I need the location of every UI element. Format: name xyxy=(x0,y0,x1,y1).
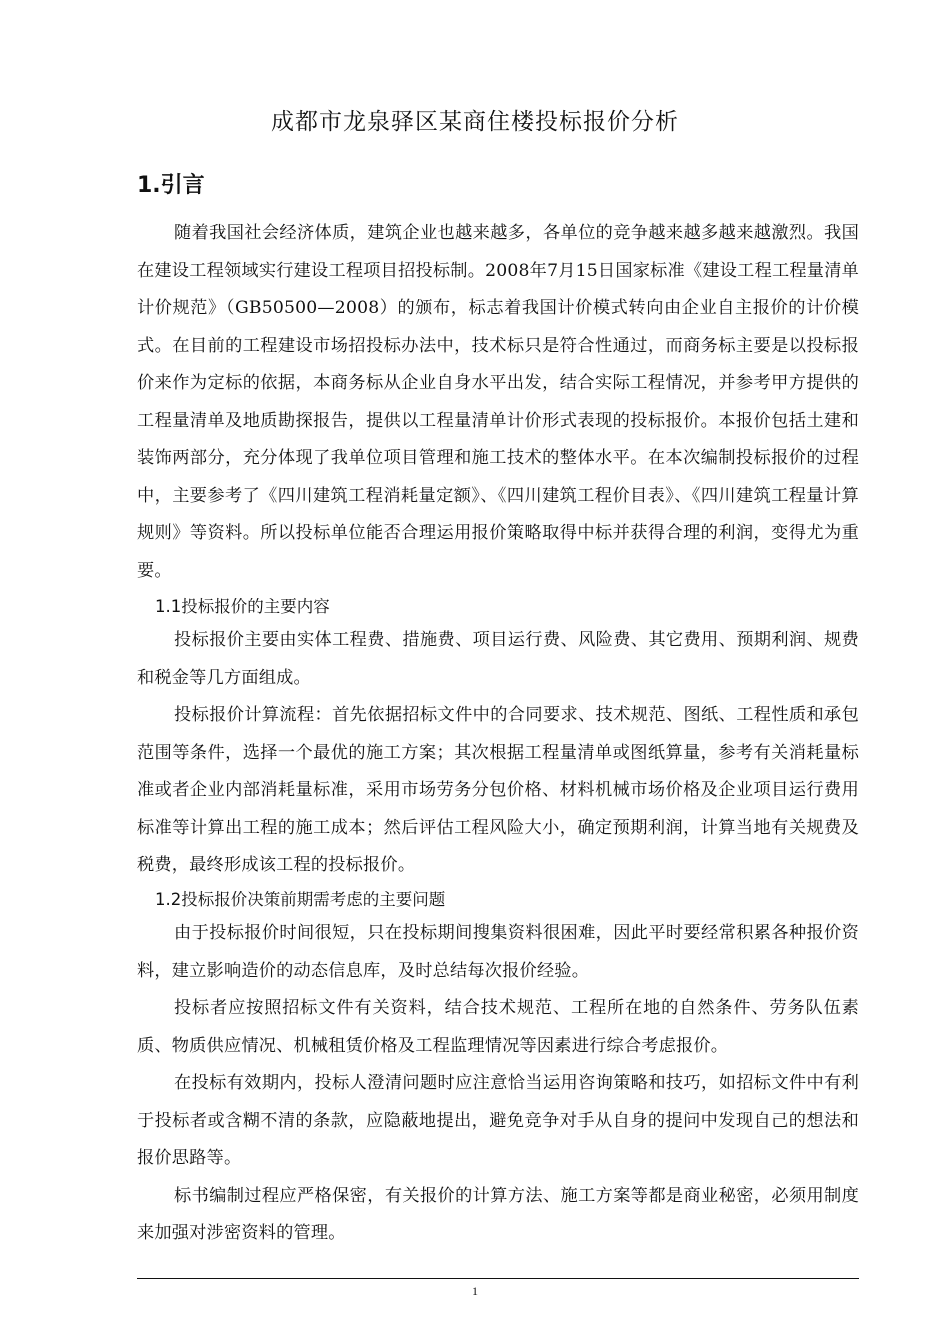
subsection-heading-decision-issues: 1.2投标报价决策前期需考虑的主要问题 xyxy=(155,890,446,909)
paragraph: 在投标有效期内，投标人澄清问题时应注意恰当运用咨询策略和技巧，如招标文件中有利于投标者或含糊不清的条款，应隐蔽地提出，避免竞争对手从自身的提问中发现自己的想法和报价思路等。 xyxy=(137,1073,859,1168)
paragraph: 投标报价计算流程：首先依据招标文件中的合同要求、技术规范、图纸、工程性质和承包范围等条件，选择一个最优的施工方案；其次根据工程量清单或图纸算量，参考有关消耗量标准或者企业内部消耗量标准，采用市场劳务分包价格、材料机械市场价格及企业项目运行费用标准等计算出工程的施工成本；然后评估工程风险大小，确定预期利润，计算当地有关规费及税费，最终形成该工程的投标报价。 xyxy=(137,705,859,875)
paragraph: 投标者应按照招标文件有关资料，结合技术规范、工程所在地的自然条件、劳务队伍素质、物质供应情况、机械租赁价格及工程监理情况等因素进行综合考虑报价。 xyxy=(137,998,859,1056)
subsection-1-2-block xyxy=(137,915,859,1253)
subsection-1-1-block xyxy=(137,622,859,885)
footer-divider xyxy=(137,1278,859,1279)
page-number: 1 xyxy=(472,1284,478,1298)
section-heading-introduction: 1.引言 xyxy=(137,173,205,198)
intro-paragraph: 随着我国社会经济体质，建筑企业也越来越多，各单位的竞争越来越多越来越激烈。我国在建设工程领域实行建设工程项目招投标制。2008年7月15日国家标准《建设工程工程量清单计价规范》（GB50500—2008）的颁布，标志着我国计价模式转向由企业自主报价的计价模式。在目前的工程建设市场招投标办法中，技术标只是符合性通过，而商务标主要是以投标报价来作为定标的依据，本商务标从企业自身水平出发，结合实际工程情况，并参考甲方提供的工程量清单及地质勘探报告，提供以工程量清单计价形式表现的投标报价。本报价包括土建和装饰两部分，充分体现了我单位项目管理和施工技术的整体水平。在本次编制投标报价的过程中，主要参考了《四川建筑工程消耗量定额》、《四川建筑工程价目表》、《四川建筑工程量计算规则》等资料。所以投标单位能否合理运用报价策略取得中标并获得合理的利润，变得尤为重要。 xyxy=(137,223,859,581)
paragraph: 投标报价主要由实体工程费、措施费、项目运行费、风险费、其它费用、预期利润、规费和税金等几方面组成。 xyxy=(137,630,859,688)
document-title: 成都市龙泉驿区某商住楼投标报价分析 xyxy=(271,109,679,135)
intro-paragraph-block xyxy=(137,215,859,590)
paragraph: 标书编制过程应严格保密，有关报价的计算方法、施工方案等都是商业秘密，必须用制度来加强对涉密资料的管理。 xyxy=(137,1185,859,1243)
subsection-heading-main-content: 1.1投标报价的主要内容 xyxy=(155,597,330,616)
paragraph: 由于投标报价时间很短，只在投标期间搜集资料很困难，因此平时要经常积累各种报价资料，建立影响造价的动态信息库，及时总结每次报价经验。 xyxy=(137,923,859,981)
